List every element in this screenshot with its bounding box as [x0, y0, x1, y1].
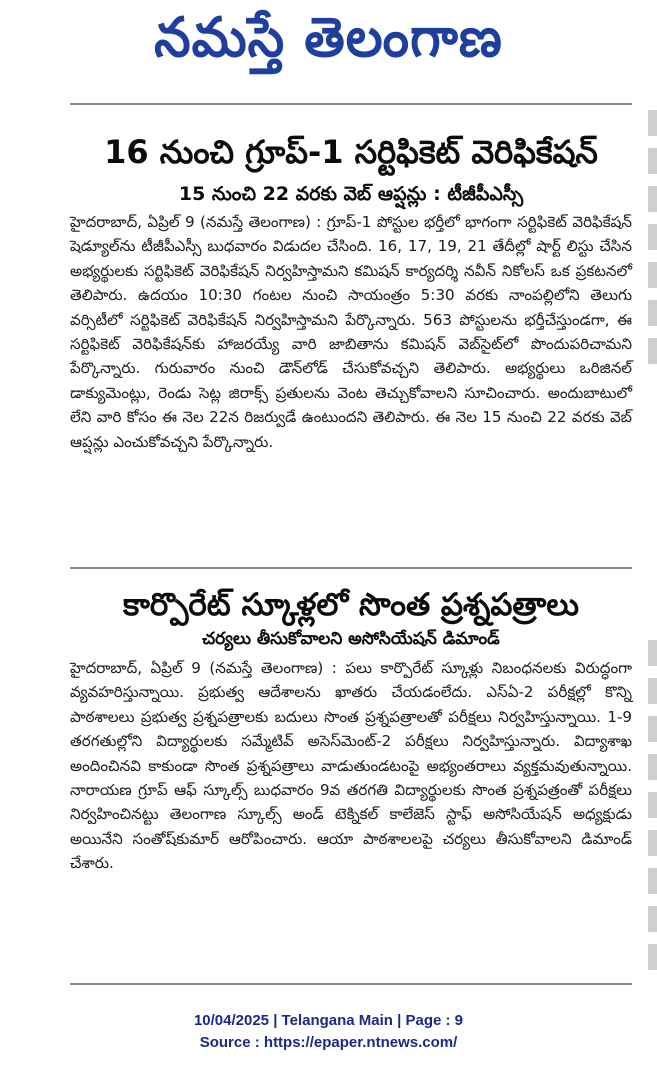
article1-headline: 16 నుంచి గ్రూప్-1 సర్టిఫికెట్ వెరిఫికేషన్ [104, 133, 598, 171]
masthead-logo: నమస్తే తెలంగాణ [154, 5, 503, 70]
footer-date-page: 10/04/2025 | Telangana Main | Page : 9 [193, 1012, 464, 1029]
article-divider [70, 567, 632, 569]
top-divider [70, 103, 632, 105]
article2-body: హైదరాబాద్, ఏప్రిల్ 9 (నమస్తే తెలంగాణ) : పలు కార్పొరేట్ స్కూళ్లు నిబంధనలకు విరుద్ధంగా వ్యవహరిస్తున్నాయి. ప్రభుత్వ ఆదేశాలను ఖాతరు చేయడంలేదు. ఎస్‌ఏ-2 పరీక్షల్లో కొన్ని పాఠశాలలు ప్రభుత్వ ప్రశ్నపత్రాలకు బదులు సొంత ప్రశ్నపత్రాలతో పరీక్షలు నిర్వహిస్తున్నాయి. 1-9 తరగతుల్లోని విద్యార్థులకు సమ్మేటివ్ అసెస్‌మెంట్-2 పరీక్షలు నిర్వహిస్తున్నారు. విద్యాశాఖ అందించినవి కాకుండా సొంత ప్రశ్నపత్రాలు వాడుతుండటంపై అభ్యంతరాలు వ్యక్తమవుతున్నాయి. నారాయణ గ్రూప్ ఆఫ్ స్కూల్స్ బుధవారం 9వ తరగతి విద్యార్థులకు సొంత ప్రశ్నపత్రంతో పరీక్షలు నిర్వహించినట్టు తెలంగాణ స్కూల్స్ అండ్ టెక్నికల్ కాలేజెస్ స్టాఫ్ అసోసియేషన్ అధ్యక్షుడు అయినేని సంతోష్‌కుమార్ ఆరోపించారు. ఆయా పాఠశాలలపై చర్యలు తీసుకోవాలని డిమాండ్ చేశారు. [70, 659, 632, 873]
masthead [0, 0, 657, 90]
article1-body: హైదరాబాద్, ఏప్రిల్ 9 (నమస్తే తెలంగాణ) : గ్రూప్-1 పోస్టుల భర్తీలో భాగంగా సర్టిఫికెట్ వెరిఫికేషన్ షెడ్యూల్‌ను టీజీపీఎస్సీ బుధవారం విడుదల చేసింది. 16, 17, 19, 21 తేదీల్లో షార్ట్ లిస్టు చేసిన అభ్యర్థులకు సర్టిఫికెట్ వెరిఫికేషన్ నిర్వహిస్తామని కమిషన్ కార్యదర్శి నవీన్ నికోలస్ ఒక ప్రకటనలో తెలిపారు. ఉదయం 10:30 గంటల నుంచి సాయంత్రం 5:30 వరకు నాంపల్లిలోని తెలుగు వర్సిటీలో సర్టిఫికెట్ వెరిఫికేషన్ నిర్వహిస్తామని పేర్కొన్నారు. 563 పోస్టులను భర్తీచేస్తుండగా, ఈ సర్టిఫికెట్ వెరిఫికేషన్‌కు హాజరయ్యే వారి జాబితాను కమిషన్ వెబ్‌సైట్‌లో పొందుపరిచామని పేర్కొన్నారు. గురువారం నుంచి డౌన్‌లోడ్ చేసుకోవచ్చని తెలిపారు. అభ్యర్థులు ఒరిజినల్ డాక్యుమెంట్లు, రెండు సెట్ల జిరాక్స్ ప్రతులను వెంట తెచ్చుకోవాలని సూచించారు. అందుబాటులో లేని వారి కోసం ఈ నెల 22న రిజర్వుడే ఉంటుందని తెలిపారు. ఈ నెల 15 నుంచి 22 వరకు వెబ్ ఆప్షన్లు ఎంచుకోవచ్చని పేర్కొన్నారు. [70, 213, 632, 451]
bottom-divider [70, 983, 632, 985]
adjacent-column-strip [638, 100, 657, 980]
article2-headline: కార్పొరేట్ స్కూళ్లలో సొంత ప్రశ్నపత్రాలు [123, 587, 579, 623]
article2-subheadline: చర్యలు తీసుకోవాలని అసోసియేషన్ డిమాండ్ [202, 629, 500, 649]
footer-source-link[interactable]: Source : https://epaper.ntnews.com/ [199, 1034, 458, 1051]
article1-subheadline: 15 నుంచి 22 వరకు వెబ్ ఆప్షన్లు : టీజీపీఎస్సీ [178, 183, 524, 205]
